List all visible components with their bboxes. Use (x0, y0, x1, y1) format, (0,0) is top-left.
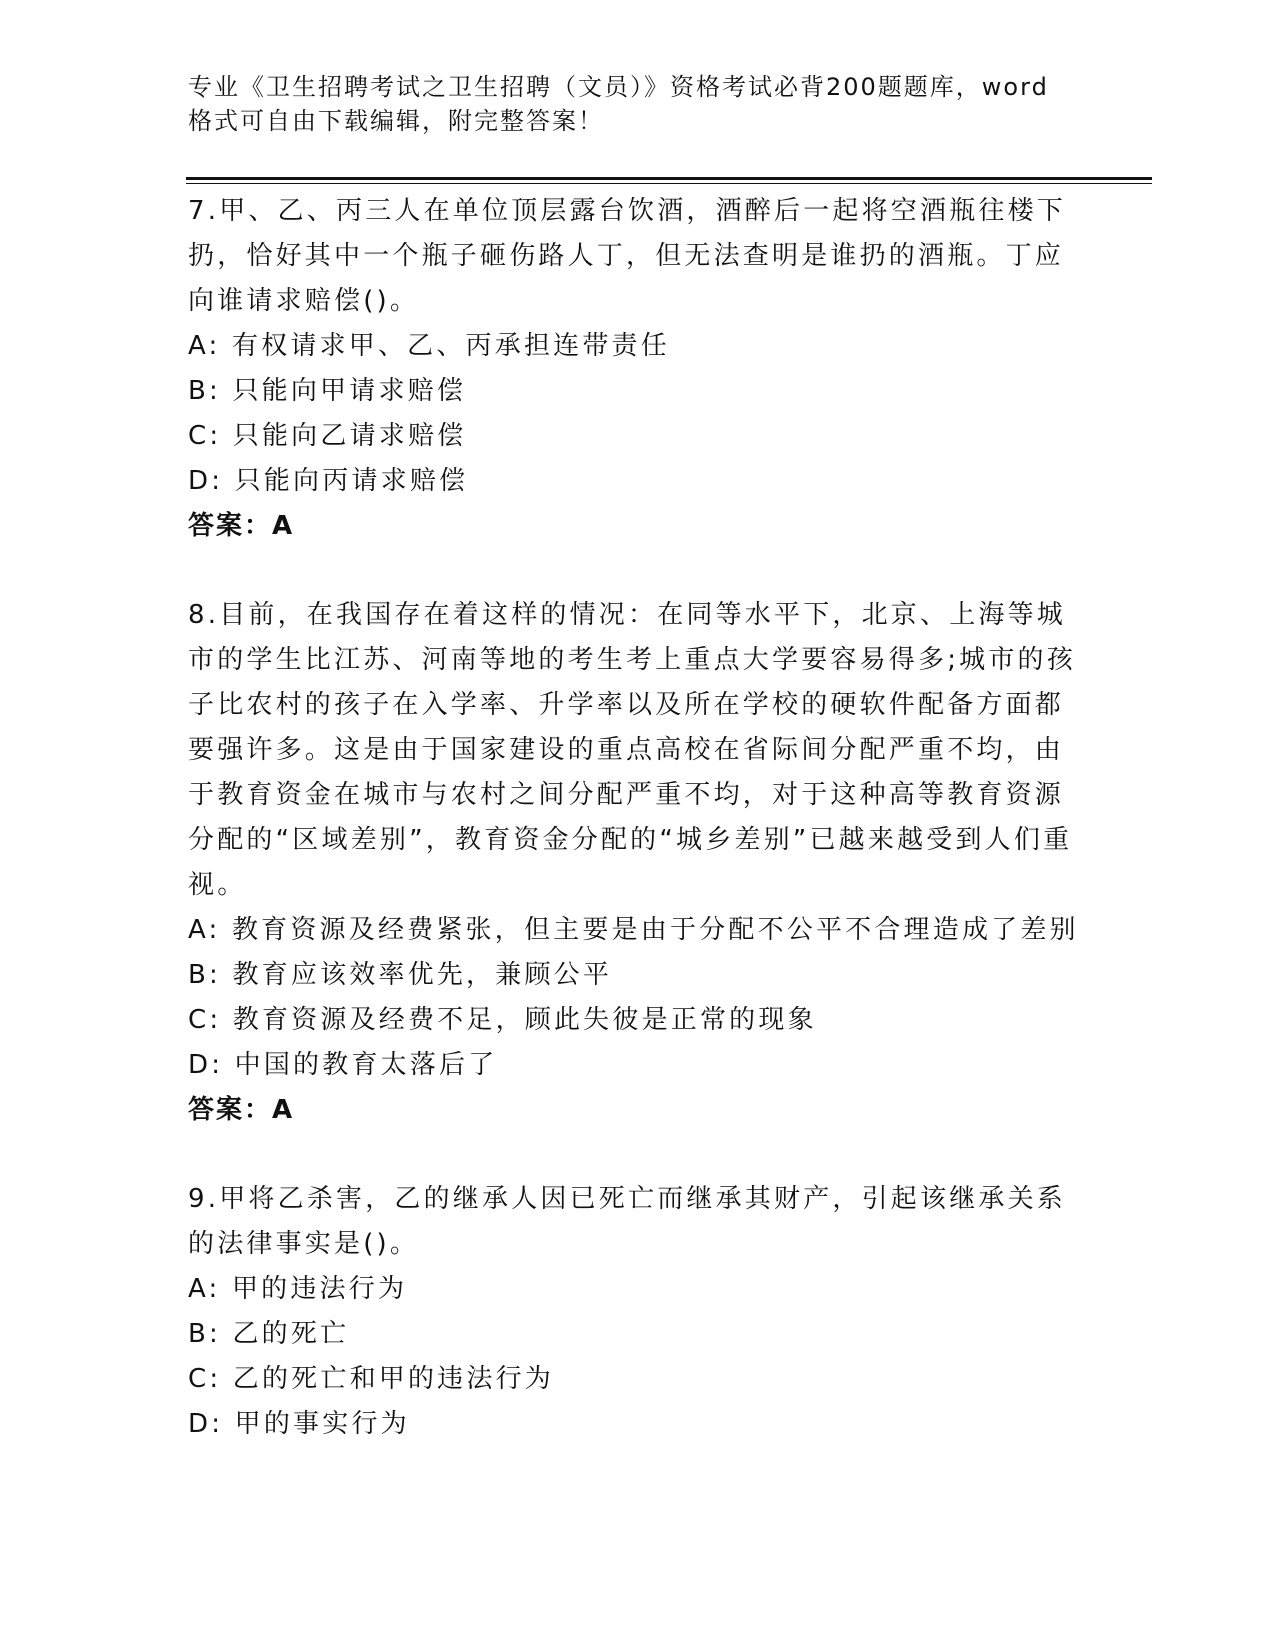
option-b: B: 只能向甲请求赔偿 (188, 376, 467, 406)
question-8 (188, 593, 1088, 1133)
option-c: C: 只能向乙请求赔偿 (188, 421, 467, 451)
header-divider-thick (186, 177, 1152, 180)
option-c: C: 乙的死亡和甲的违法行为 (188, 1364, 554, 1394)
option-a: A: 甲的违法行为 (188, 1274, 408, 1304)
option-d: D: 只能向丙请求赔偿 (188, 466, 469, 496)
option-a: A: 有权请求甲、乙、丙承担连带责任 (188, 331, 670, 361)
document-header: 专业《卫生招聘考试之卫生招聘（文员）》资格考试必背200题题库，word格式可自由下载编辑，附完整答案！ (188, 73, 1049, 135)
option-b: B: 教育应该效率优先，兼顾公平 (188, 960, 613, 990)
option-d: D: 中国的教育太落后了 (188, 1050, 498, 1080)
option-c: C: 教育资源及经费不足，顾此失彼是正常的现象 (188, 1005, 817, 1035)
header-divider-thin (186, 183, 1152, 184)
question-stem: 8.目前，在我国存在着这样的情况：在同等水平下，北京、上海等城市的学生比江苏、河南等地的考生考上重点大学要容易得多;城市的孩子比农村的孩子在入学率、升学率以及所在学校的硬软件配备方面都要强许多。这是由于国家建设的重点高校在省际间分配严重不均，由于教育资金在城市与农村之间分配严重不均，对于这种高等教育资源分配的“区域差别”，教育资金分配的“城乡差别”已越来越受到人们重视。 (188, 600, 1076, 900)
option-a: A: 教育资源及经费紧张，但主要是由于分配不公平不合理造成了差别 (188, 915, 1079, 945)
question-stem: 9.甲将乙杀害，乙的继承人因已死亡而继承其财产，引起该继承关系的法律事实是()。 (188, 1184, 1067, 1259)
option-b: B: 乙的死亡 (188, 1319, 350, 1349)
question-9 (188, 1177, 1088, 1447)
question-list (188, 189, 1088, 1491)
answer-label: 答案：A (188, 1095, 295, 1125)
answer-label: 答案：A (188, 511, 295, 541)
option-d: D: 甲的事实行为 (188, 1409, 410, 1439)
question-7 (188, 189, 1088, 549)
question-stem: 7.甲、乙、丙三人在单位顶层露台饮酒，酒醉后一起将空酒瓶往楼下扔，恰好其中一个瓶子砸伤路人丁，但无法查明是谁扔的酒瓶。丁应向谁请求赔偿()。 (188, 196, 1067, 316)
